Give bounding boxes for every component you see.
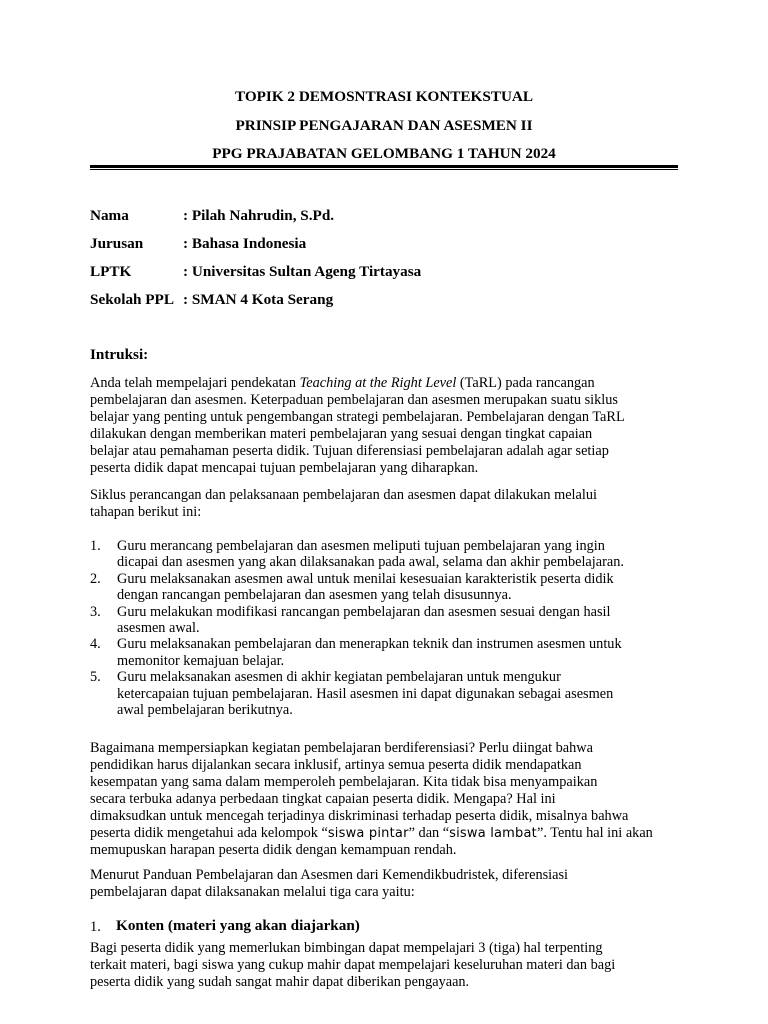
quoted-term: siswa lambat (449, 825, 537, 841)
school-value: : SMAN 4 Kota Serang (183, 291, 334, 308)
list-item: 4. Guru melaksanakan pembelajaran dan menerapkan teknik dan instrumen asesmen untuk memonitor kemajuan belajar. (90, 636, 622, 669)
header-topic: TOPIK 2 DEMOSNTRASI KONTEKSTUAL (234, 88, 534, 105)
para-line: memupuskan harapan peserta didik dengan kemampuan rendah. (90, 842, 457, 859)
content-paragraph (90, 940, 680, 991)
differentiation-paragraph (90, 740, 680, 859)
para-line: belajar yang penting untuk pengembangan strategi pembelajaran. Pembelajaran dengan TaRL (90, 408, 625, 425)
para-line: Bagaimana mempersiapkan kegiatan pembelajaran berdiferensiasi? Perlu diingat bahwa (90, 740, 593, 756)
list-item: 2. Guru melaksanakan asesmen awal untuk menilai kesesuaian karakteristik peserta didik dengan rancangan pembelajaran dan asesmen yang telah disusunnya. (90, 570, 614, 604)
para-line: terkait materi, bagi siswa yang cukup mahir dapat mempelajari keseluruhan materi dan bagi (90, 956, 616, 973)
list-item-number: 5. (90, 669, 101, 686)
major-label: Jurusan (90, 235, 144, 252)
cycle-paragraph (90, 487, 680, 521)
guideline-paragraph (90, 867, 680, 901)
instruction-heading: Intruksi: (90, 346, 149, 363)
header-rule-thin (90, 169, 678, 170)
para-line: Menurut Panduan Pembelajaran dan Asesmen dari Kemendikbudristek, diferensiasi (90, 867, 569, 883)
para-line: belajar atau pemahaman peserta didik. Tujuan diferensiasi pembelajaran adalah agar setiap (90, 442, 609, 459)
para-line: pembelajaran dapat dilaksanakan melalui tiga cara yaitu: (90, 883, 415, 900)
list-item-number: 4. (90, 636, 101, 653)
quoted-term: siswa pintar (327, 825, 409, 841)
list-item: 5. Guru melaksanakan asesmen di akhir kegiatan pembelajaran untuk mengukur ketercapaian tujuan pembelajaran. Hasil asesmen ini dapat digunakan sebagai asesmen awal pembelajaran berikutnya. (90, 669, 614, 719)
tarl-term: Teaching at the Right Level (299, 375, 457, 391)
para-line: peserta didik yang sudah sangat mahir dapat diberikan pengayaan. (90, 973, 470, 990)
para-line: tahapan berikut ini: (90, 503, 202, 520)
header-program: PPG PRAJABATAN GELOMBANG 1 TAHUN 2024 (212, 145, 556, 162)
list-item-number: 2. (90, 570, 101, 587)
para-line: peserta didik mengetahui ada kelompok “siswa pintar” dan “siswa lambat”. Tentu hal ini akan (90, 824, 653, 841)
major-value: : Bahasa Indonesia (183, 235, 307, 252)
section-number: 1. (90, 919, 101, 935)
lptk-value: : Universitas Sultan Ageng Tirtayasa (183, 263, 422, 280)
name-label: Nama (90, 207, 129, 224)
para-line: dimaksudkan untuk mencegah terjadinya diskriminasi terhadap peserta didik, misalnya bahwa (90, 807, 629, 824)
list-item-number: 3. (90, 603, 101, 620)
intro-paragraph (90, 375, 680, 476)
lptk-label: LPTK (90, 263, 132, 280)
para-line: Bagi peserta didik yang memerlukan bimbingan dapat mempelajari 3 (tiga) hal terpenting (90, 940, 603, 956)
list-item: 3. Guru melakukan modifikasi rancangan pembelajaran dan asesmen sesuai dengan hasil asesmen awal. (90, 603, 611, 637)
para-line: kesempatan yang sama dalam memperoleh pembelajaran. Kita tidak bisa menyampaikan (90, 773, 598, 790)
para-line: pendidikan harus dijalankan secara inklusif, artinya semua peserta didik mendapatkan (90, 756, 582, 773)
header-course: PRINSIP PENGAJARAN DAN ASESMEN II (235, 117, 533, 134)
school-label: Sekolah PPL (90, 291, 174, 308)
cycle-steps-list (90, 538, 690, 718)
header-rule-thick (90, 165, 678, 168)
list-item: 1. Guru merancang pembelajaran dan asesmen meliputi tujuan pembelajaran yang ingin dicapai dan asesmen yang akan dilaksanakan pada awal, selama dan akhir pembelajaran. (90, 538, 624, 571)
para-line: peserta didik dapat mencapai tujuan pembelajaran yang diharapkan. (90, 459, 479, 476)
para-line: dilakukan dengan memberikan materi pembelajaran yang sesuai dengan tingkat capaian (90, 425, 593, 442)
list-item-number: 1. (90, 538, 101, 554)
para-line: secara terbuka adanya perbedaan tingkat capaian peserta didik. Mengapa? Hal ini (90, 790, 556, 807)
para-line: pembelajaran dan asesmen. Keterpaduan pembelajaran dan asesmen merupakan suatu siklus (90, 391, 618, 408)
para-line: Anda telah mempelajari pendekatan Teaching at the Right Level (TaRL) pada rancangan (90, 375, 595, 391)
para-line: Siklus perancangan dan pelaksanaan pembelajaran dan asesmen dapat dilakukan melalui (90, 487, 597, 503)
section-title: Konten (materi yang akan diajarkan) (116, 917, 360, 934)
name-value: : Pilah Nahrudin, S.Pd. (183, 207, 335, 224)
